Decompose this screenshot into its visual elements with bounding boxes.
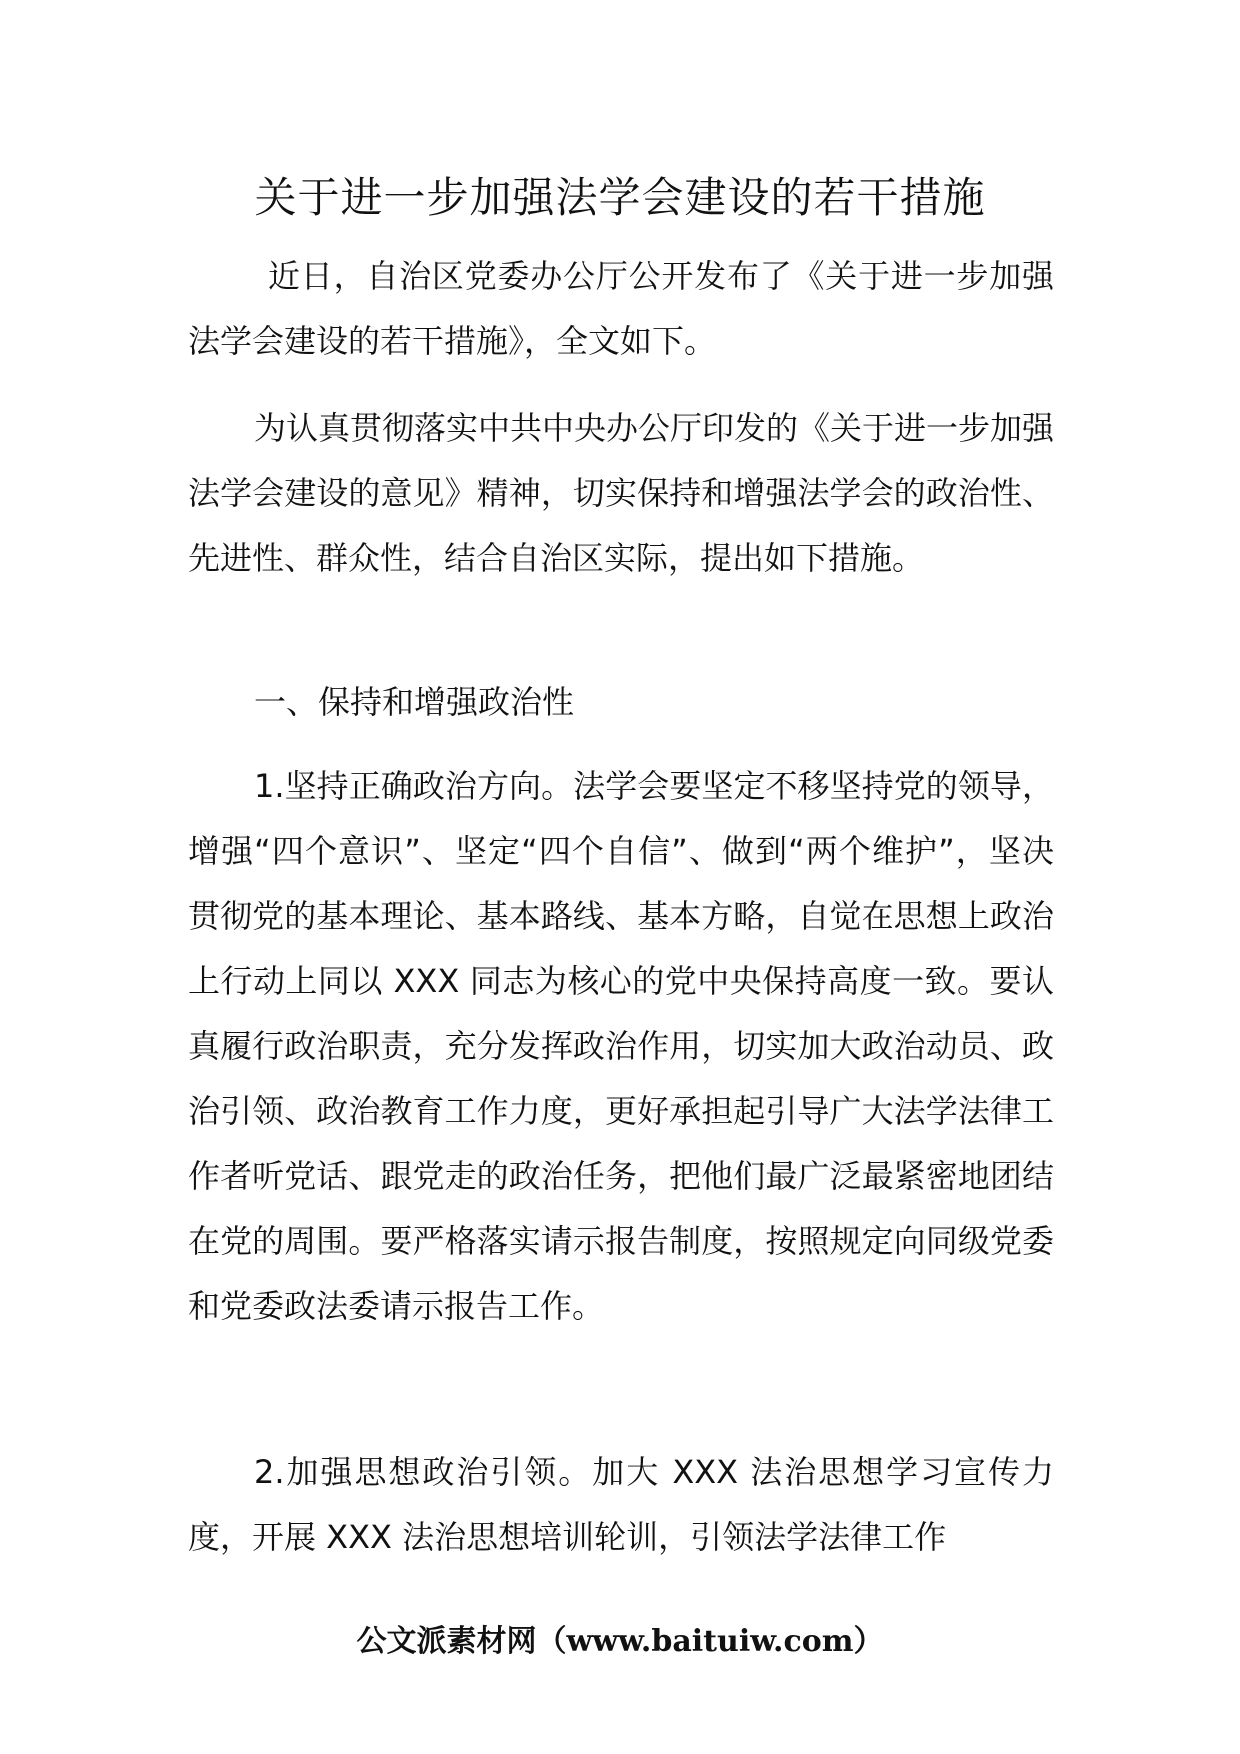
- footer-watermark: 公文派素材网（www.baituiw.com）: [356, 1624, 884, 1659]
- item-1-paragraph: 1.坚持正确政治方向。法学会要坚定不移坚持党的领导，增强“四个意识”、坚定“四个自信”、做到“两个维护”，坚决贯彻党的基本理论、基本路线、基本方略，自觉在思想上政治上行动上同以 XXX 同志为核心的党中央保持高度一致。要认真履行政治职责，充分发挥政治作用，切实加大政治动员、政治引领、政治教育工作力度，更好承担起引导广大法学法律工作者听党话、跟党走的政治任务，把他们最广泛最紧密地团结在党的周围。要严格落实请示报告制度，按照规定向同级党委和党委政法委请示报告工作。: [188, 767, 1054, 1325]
- intro-paragraph: 近日，自治区党委办公厅公开发布了《关于进一步加强法学会建设的若干措施》，全文如下。: [188, 257, 1054, 360]
- item-2-paragraph: 2.加强思想政治引领。加大 XXX 法治思想学习宣传力度，开展 XXX 法治思想培训轮训，引领法学法律工作: [188, 1453, 1054, 1556]
- preamble-paragraph: 为认真贯彻落实中共中央办公厅印发的《关于进一步加强法学会建设的意见》精神，切实保持和增强法学会的政治性、先进性、群众性，结合自治区实际，提出如下措施。: [188, 409, 1055, 577]
- document-title: 关于进一步加强法学会建设的若干措施: [254, 173, 986, 222]
- section-heading: 一、保持和增强政治性: [254, 683, 575, 721]
